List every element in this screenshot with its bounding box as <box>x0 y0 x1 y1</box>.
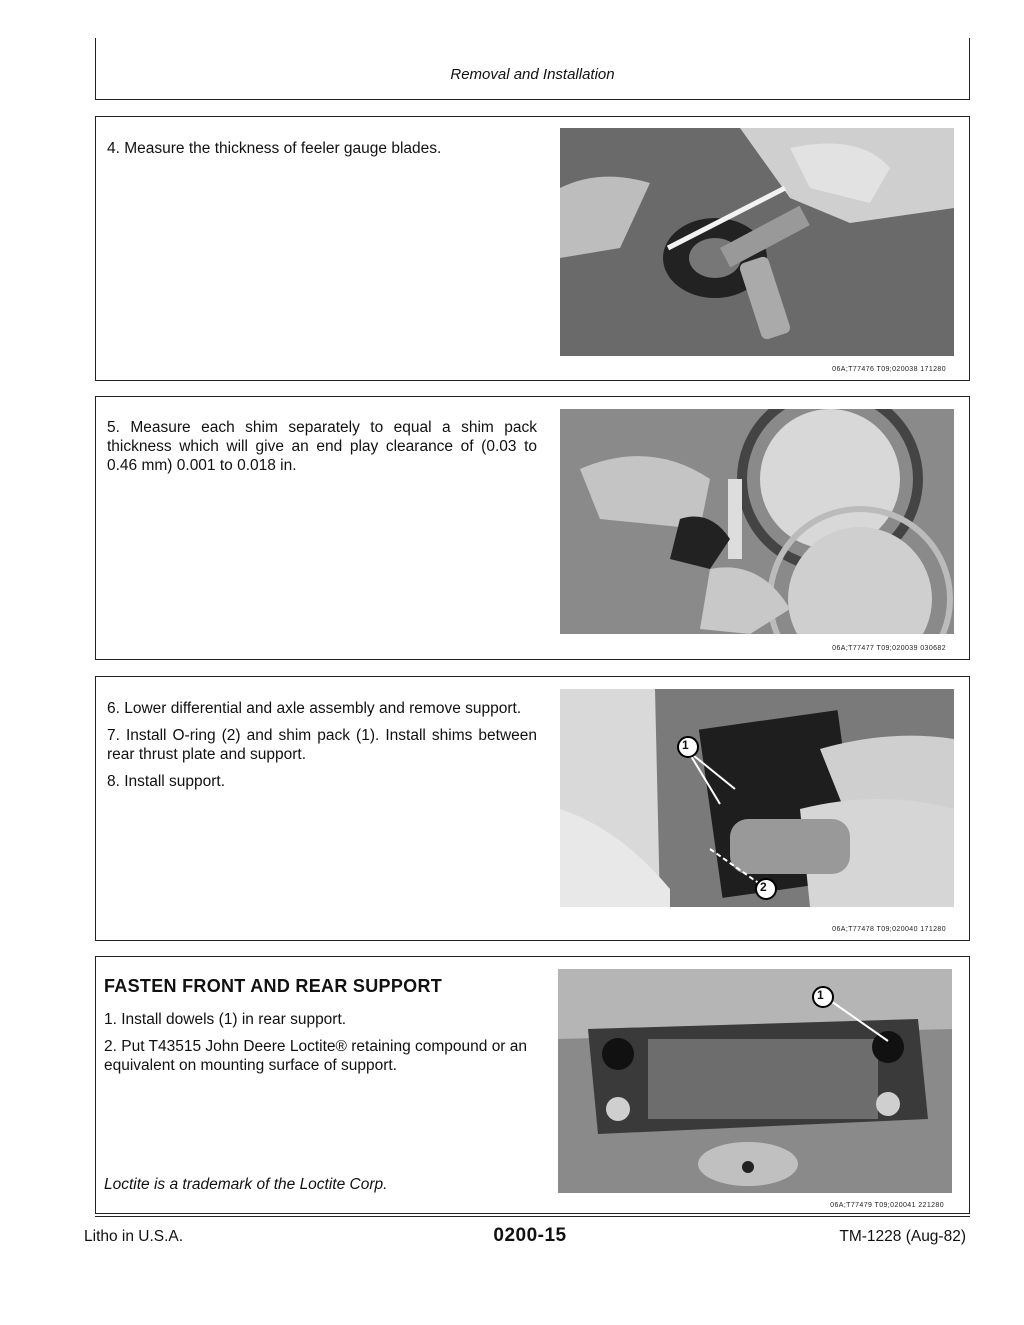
step-1: 1. Install dowels (1) in rear support. <box>104 1011 347 1028</box>
step-text <box>107 418 537 483</box>
footer-doc-id: TM-1228 (Aug-82) <box>839 1228 966 1245</box>
callout-1: 1 <box>682 738 689 752</box>
step-7: 7. Install O-ring (2) and shim pack (1). Install shims between rear thrust plate and support. <box>107 727 537 763</box>
page-number: 0200-15 <box>493 1225 567 1246</box>
photo-caption: 06A;T77477 T09;020039 030682 <box>832 645 946 652</box>
footer-litho: Litho in U.S.A. <box>84 1228 184 1245</box>
running-head: Removal and Installation <box>450 66 615 83</box>
rear-support-photo <box>558 969 952 1193</box>
trademark-note: Loctite is a trademark of the Loctite Corp. <box>104 1176 388 1193</box>
micrometer-photo <box>560 128 954 356</box>
section-title: FASTEN FRONT AND REAR SUPPORT <box>104 976 443 996</box>
step-5: 5. Measure each shim separately to equal a shim pack thickness which will give an end play clearance of (0.03 to 0.46 mm) 0.001 to 0.018 in. <box>107 419 537 474</box>
step-8: 8. Install support. <box>107 773 226 790</box>
photo-caption: 06A;T77476 T09;020038 171280 <box>832 366 946 373</box>
step-text <box>107 699 537 799</box>
footer-rule <box>95 1216 970 1217</box>
callout-1: 1 <box>817 988 824 1002</box>
step-4: 4. Measure the thickness of feeler gauge blades. <box>107 140 442 157</box>
photo-caption: 06A;T77479 T09;020041 221280 <box>830 1202 944 1209</box>
step-text <box>104 1010 539 1083</box>
step-text <box>107 139 537 166</box>
callout-2: 2 <box>760 880 767 894</box>
photo-caption: 06A;T77478 T09;020040 171280 <box>832 926 946 933</box>
shim-measure-photo <box>560 409 954 634</box>
support-install-photo <box>560 689 954 907</box>
step-6: 6. Lower differential and axle assembly and remove support. <box>107 700 522 717</box>
step-2: 2. Put T43515 John Deere Loctite® retaining compound or an equivalent on mounting surface of support. <box>104 1038 528 1074</box>
